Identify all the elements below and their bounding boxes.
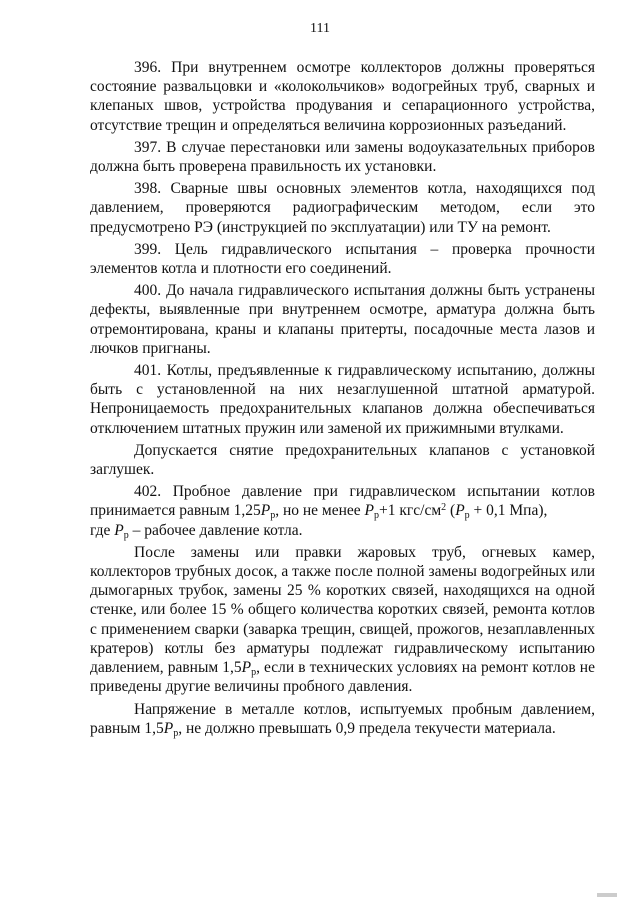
paragraph-400: 400. До начала гидравлического испытания должны быть устранены дефекты, выявленные при внутреннем осмотре, арматура должна быть отремонтирована, краны и клапаны притерты, посадочные места лазов и лючков пригнаны. bbox=[90, 282, 595, 357]
page-number: 111 bbox=[310, 21, 330, 36]
paragraph-402: 402. Пробное давление при гидравлическом испытании котлов принимается равным $1,25P_р$, но не менее $P_р+1$ кгс/$см^2$ ($P_р + 0,1$ Мпа), где $P_р$ – рабочее давление котла. bbox=[90, 483, 595, 541]
paragraph-397: 397. В случае перестановки или замены водоуказательных приборов должна быть проверена правильность их установки. bbox=[90, 138, 595, 176]
paragraph-stress: Напряжение в металле котлов, испытуемых пробным давлением, равным $1,5P_р$, не должно превышать 0,9 предела текучести материала. bbox=[90, 700, 595, 739]
paragraph-399: 399. Цель гидравлического испытания – проверка прочности элементов котла и плотности его соединений. bbox=[90, 240, 595, 278]
paragraph-401-note: Допускается снятие предохранительных клапанов с установкой заглушек. bbox=[90, 441, 595, 479]
paragraph-401: 401. Котлы, предъявленные к гидравлическому испытанию, должны быть с установленной на них незаглушенной штатной арматурой. Непроницаемость предохранительных клапанов должна обеспечиваться отключением штатных пружин или заменой их прижимными втулками. bbox=[90, 362, 595, 437]
body-text bbox=[90, 58, 595, 741]
paragraph-398: 398. Сварные швы основных элементов котла, находящихся под давлением, проверяются радиографическим методом, если это предусмотрено РЭ (инструкцией по эксплуатации) или ТУ на ремонт. bbox=[90, 180, 595, 236]
paragraph-replacement: После замены или правки жаровых труб, огневых камер, коллекторов трубных досок, а также после полной замены водогрейных или дымогарных трубок, замены 25 % коротких связей, находящихся на одной стенке, или более 15 % общего количества коротких связей, ремонта котлов с применением сварки (заварка трещин, свищей, прожогов, незаплавленных кратеров) котлы без арматуры подлежат гидравлическому испытанию давлением, равным $1,5P_р$, если в технических условиях на ремонт котлов не приведены другие величины пробного давления. bbox=[90, 543, 595, 696]
scan-mark bbox=[597, 893, 617, 897]
paragraph-396: 396. При внутреннем осмотре коллекторов должны проверяться состояние развальцовки и «колокольчиков» водогрейных труб, сварных и клепаных швов, устройства продувания и сепарационного устройства, отсутствие трещин и определяться величина коррозионных разъеданий. bbox=[90, 59, 595, 134]
